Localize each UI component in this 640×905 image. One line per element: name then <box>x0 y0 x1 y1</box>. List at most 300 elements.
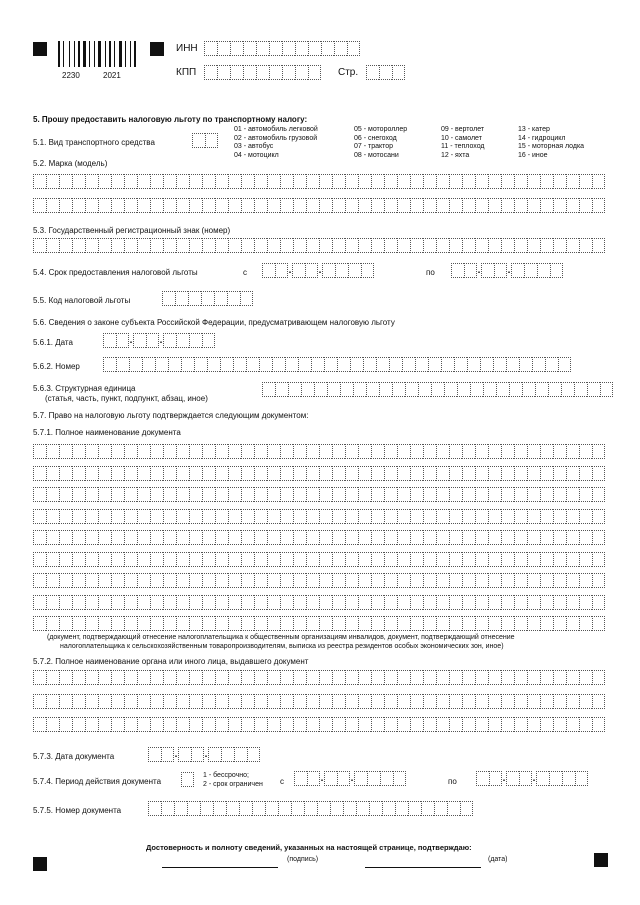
input-cell[interactable] <box>129 357 142 372</box>
input-cell[interactable] <box>423 238 436 253</box>
input-cell[interactable] <box>293 466 306 481</box>
input-cell[interactable] <box>228 717 241 732</box>
input-cell[interactable] <box>226 801 239 816</box>
input-cell[interactable] <box>488 530 501 545</box>
input-cell[interactable] <box>436 487 449 502</box>
input-cell[interactable] <box>431 382 444 397</box>
input-cell[interactable] <box>319 466 332 481</box>
input-cell[interactable] <box>397 694 410 709</box>
input-cell[interactable] <box>189 333 202 348</box>
input-cell[interactable] <box>408 801 421 816</box>
input-cell[interactable] <box>345 487 358 502</box>
input-cell[interactable] <box>592 573 605 588</box>
input-cell[interactable] <box>85 487 98 502</box>
input-cell[interactable] <box>163 530 176 545</box>
input-cell[interactable] <box>85 573 98 588</box>
input-cell[interactable] <box>384 694 397 709</box>
input-cell[interactable] <box>493 357 506 372</box>
input-cell[interactable] <box>506 771 519 786</box>
input-cell[interactable] <box>488 509 501 524</box>
input-cell[interactable] <box>280 509 293 524</box>
input-cell[interactable] <box>103 357 116 372</box>
input-cell[interactable] <box>566 238 579 253</box>
input-cell[interactable] <box>371 238 384 253</box>
input-cell[interactable] <box>176 552 189 567</box>
input-cell[interactable] <box>163 487 176 502</box>
input-cell[interactable] <box>475 530 488 545</box>
input-cell[interactable] <box>356 801 369 816</box>
input-cell[interactable] <box>207 357 220 372</box>
input-cell[interactable] <box>72 487 85 502</box>
input-cell[interactable] <box>345 444 358 459</box>
input-cell[interactable] <box>241 174 254 189</box>
input-cell[interactable] <box>332 717 345 732</box>
input-cell[interactable] <box>33 573 46 588</box>
input-cell[interactable] <box>566 670 579 685</box>
input-cell[interactable] <box>202 552 215 567</box>
input-cell[interactable] <box>124 694 137 709</box>
input-cell[interactable] <box>488 552 501 567</box>
input-cell[interactable] <box>111 530 124 545</box>
input-cell[interactable] <box>566 694 579 709</box>
input-cell[interactable] <box>280 487 293 502</box>
input-cell[interactable] <box>371 487 384 502</box>
input-cell[interactable] <box>306 487 319 502</box>
input-cell[interactable] <box>189 238 202 253</box>
input-cell[interactable] <box>410 573 423 588</box>
input-cell[interactable] <box>137 238 150 253</box>
input-cell[interactable] <box>449 530 462 545</box>
input-cell[interactable] <box>124 717 137 732</box>
input-cell[interactable] <box>519 357 532 372</box>
input-cell[interactable] <box>475 670 488 685</box>
input-cell[interactable] <box>59 198 72 213</box>
input-cell[interactable] <box>202 573 215 588</box>
input-cell[interactable] <box>228 573 241 588</box>
input-cell[interactable] <box>384 487 397 502</box>
input-cell[interactable] <box>579 174 592 189</box>
input-cell[interactable] <box>150 717 163 732</box>
input-cell[interactable] <box>524 263 537 278</box>
input-cell[interactable] <box>332 466 345 481</box>
input-cell[interactable] <box>124 487 137 502</box>
input-cell[interactable] <box>278 801 291 816</box>
input-cell[interactable] <box>98 509 111 524</box>
input-cell[interactable] <box>241 670 254 685</box>
input-cell[interactable] <box>111 595 124 610</box>
input-cell[interactable] <box>366 65 379 80</box>
input-cell[interactable] <box>124 573 137 588</box>
input-cell[interactable] <box>72 466 85 481</box>
input-cell[interactable] <box>392 65 405 80</box>
input-cell[interactable] <box>449 174 462 189</box>
input-cell[interactable] <box>371 466 384 481</box>
input-cell[interactable] <box>549 771 562 786</box>
input-cell[interactable] <box>423 466 436 481</box>
input-cell[interactable] <box>462 530 475 545</box>
input-cell[interactable] <box>562 771 575 786</box>
input-cell[interactable] <box>254 466 267 481</box>
input-cell[interactable] <box>397 595 410 610</box>
input-cell[interactable] <box>228 466 241 481</box>
input-cell[interactable] <box>72 694 85 709</box>
input-cell[interactable] <box>46 174 59 189</box>
input-cell[interactable] <box>189 670 202 685</box>
date-part[interactable] <box>506 771 532 786</box>
input-cell[interactable] <box>540 573 553 588</box>
input-cell[interactable] <box>397 174 410 189</box>
input-cell[interactable] <box>579 573 592 588</box>
input-cell[interactable] <box>506 357 519 372</box>
input-cell[interactable] <box>269 41 282 56</box>
input-cell[interactable] <box>553 616 566 631</box>
input-cell[interactable] <box>163 573 176 588</box>
input-cell[interactable] <box>366 382 379 397</box>
input-cell[interactable] <box>85 552 98 567</box>
input-cell[interactable] <box>46 670 59 685</box>
input-cell[interactable] <box>163 174 176 189</box>
input-cell[interactable] <box>124 238 137 253</box>
input-cell[interactable] <box>322 263 335 278</box>
input-cell[interactable] <box>254 694 267 709</box>
input-cell[interactable] <box>358 717 371 732</box>
input-cell[interactable] <box>168 357 181 372</box>
input-cell[interactable] <box>208 747 221 762</box>
input-cell[interactable] <box>241 444 254 459</box>
input-cell[interactable] <box>150 552 163 567</box>
input-cell[interactable] <box>267 670 280 685</box>
input-cell[interactable] <box>85 174 98 189</box>
input-cell[interactable] <box>111 509 124 524</box>
input-cell[interactable] <box>475 573 488 588</box>
input-cell[interactable] <box>178 747 191 762</box>
input-cell[interactable] <box>202 238 215 253</box>
input-cell[interactable] <box>600 382 613 397</box>
input-cell[interactable] <box>332 487 345 502</box>
input-cell[interactable] <box>371 552 384 567</box>
input-cell[interactable] <box>514 616 527 631</box>
input-cell[interactable] <box>202 487 215 502</box>
input-cell[interactable] <box>332 174 345 189</box>
input-cell[interactable] <box>527 509 540 524</box>
input-cell[interactable] <box>321 41 334 56</box>
input-cell[interactable] <box>72 595 85 610</box>
input-cell[interactable] <box>59 487 72 502</box>
input-cell[interactable] <box>280 466 293 481</box>
input-cell[interactable] <box>292 263 305 278</box>
input-cell[interactable] <box>423 509 436 524</box>
input-cell[interactable] <box>451 263 464 278</box>
input-cell[interactable] <box>137 717 150 732</box>
input-cell[interactable] <box>215 670 228 685</box>
input-cell[interactable] <box>358 694 371 709</box>
input-cell[interactable] <box>371 616 384 631</box>
input-cell[interactable] <box>423 694 436 709</box>
period-from-date[interactable] <box>262 263 374 278</box>
input-cell[interactable] <box>527 717 540 732</box>
input-cell[interactable] <box>280 573 293 588</box>
input-cell[interactable] <box>72 530 85 545</box>
input-cell[interactable] <box>319 444 332 459</box>
input-cell[interactable] <box>59 694 72 709</box>
input-cell[interactable] <box>176 174 189 189</box>
input-cell[interactable] <box>540 552 553 567</box>
input-cell[interactable] <box>280 616 293 631</box>
input-cell[interactable] <box>345 466 358 481</box>
input-cell[interactable] <box>306 238 319 253</box>
input-cell[interactable] <box>449 573 462 588</box>
input-cell[interactable] <box>324 357 337 372</box>
input-cell[interactable] <box>241 466 254 481</box>
input-cell[interactable] <box>480 357 493 372</box>
input-cell[interactable] <box>592 174 605 189</box>
input-cell[interactable] <box>397 238 410 253</box>
brand-row-1[interactable] <box>33 174 605 189</box>
input-cell[interactable] <box>347 41 360 56</box>
input-cell[interactable] <box>280 174 293 189</box>
input-cell[interactable] <box>163 616 176 631</box>
input-cell[interactable] <box>379 382 392 397</box>
input-cell[interactable] <box>371 670 384 685</box>
input-cell[interactable] <box>345 552 358 567</box>
input-cell[interactable] <box>397 717 410 732</box>
input-cell[interactable] <box>579 616 592 631</box>
input-cell[interactable] <box>553 717 566 732</box>
input-cell[interactable] <box>176 694 189 709</box>
input-cell[interactable] <box>46 530 59 545</box>
input-cell[interactable] <box>449 509 462 524</box>
input-cell[interactable] <box>295 41 308 56</box>
doc-name-row[interactable] <box>33 466 605 481</box>
input-cell[interactable] <box>228 694 241 709</box>
input-cell[interactable] <box>579 530 592 545</box>
input-cell[interactable] <box>501 595 514 610</box>
input-cell[interactable] <box>59 573 72 588</box>
input-cell[interactable] <box>124 616 137 631</box>
input-cell[interactable] <box>449 238 462 253</box>
inn-field[interactable] <box>204 41 360 56</box>
input-cell[interactable] <box>410 487 423 502</box>
input-cell[interactable] <box>33 694 46 709</box>
input-cell[interactable] <box>215 717 228 732</box>
input-cell[interactable] <box>241 530 254 545</box>
input-cell[interactable] <box>436 509 449 524</box>
input-cell[interactable] <box>395 801 408 816</box>
input-cell[interactable] <box>163 717 176 732</box>
input-cell[interactable] <box>233 357 246 372</box>
input-cell[interactable] <box>397 198 410 213</box>
input-cell[interactable] <box>163 595 176 610</box>
input-cell[interactable] <box>566 552 579 567</box>
reg-sign-field[interactable] <box>33 238 605 253</box>
input-cell[interactable] <box>509 382 522 397</box>
input-cell[interactable] <box>475 717 488 732</box>
input-cell[interactable] <box>334 41 347 56</box>
input-cell[interactable] <box>176 487 189 502</box>
input-cell[interactable] <box>46 552 59 567</box>
input-cell[interactable] <box>33 174 46 189</box>
input-cell[interactable] <box>298 357 311 372</box>
input-cell[interactable] <box>175 291 188 306</box>
input-cell[interactable] <box>579 444 592 459</box>
input-cell[interactable] <box>592 670 605 685</box>
input-cell[interactable] <box>423 444 436 459</box>
input-cell[interactable] <box>267 552 280 567</box>
input-cell[interactable] <box>33 552 46 567</box>
input-cell[interactable] <box>46 238 59 253</box>
input-cell[interactable] <box>215 466 228 481</box>
input-cell[interactable] <box>116 357 129 372</box>
input-cell[interactable] <box>449 694 462 709</box>
input-cell[interactable] <box>332 552 345 567</box>
input-cell[interactable] <box>527 552 540 567</box>
input-cell[interactable] <box>540 717 553 732</box>
input-cell[interactable] <box>72 616 85 631</box>
input-cell[interactable] <box>202 530 215 545</box>
input-cell[interactable] <box>202 595 215 610</box>
input-cell[interactable] <box>436 717 449 732</box>
input-cell[interactable] <box>410 530 423 545</box>
input-cell[interactable] <box>98 595 111 610</box>
input-cell[interactable] <box>163 552 176 567</box>
input-cell[interactable] <box>345 595 358 610</box>
input-cell[interactable] <box>124 530 137 545</box>
input-cell[interactable] <box>566 530 579 545</box>
input-cell[interactable] <box>124 466 137 481</box>
input-cell[interactable] <box>319 530 332 545</box>
input-cell[interactable] <box>59 174 72 189</box>
input-cell[interactable] <box>579 595 592 610</box>
input-cell[interactable] <box>462 487 475 502</box>
input-cell[interactable] <box>72 573 85 588</box>
input-cell[interactable] <box>384 616 397 631</box>
input-cell[interactable] <box>475 198 488 213</box>
input-cell[interactable] <box>137 444 150 459</box>
input-cell[interactable] <box>202 694 215 709</box>
input-cell[interactable] <box>553 595 566 610</box>
date-part[interactable] <box>103 333 129 348</box>
input-cell[interactable] <box>150 238 163 253</box>
input-cell[interactable] <box>345 509 358 524</box>
input-cell[interactable] <box>215 444 228 459</box>
input-cell[interactable] <box>488 487 501 502</box>
input-cell[interactable] <box>215 552 228 567</box>
input-cell[interactable] <box>397 509 410 524</box>
input-cell[interactable] <box>221 747 234 762</box>
input-cell[interactable] <box>267 198 280 213</box>
input-cell[interactable] <box>332 530 345 545</box>
date-part[interactable] <box>208 747 260 762</box>
input-cell[interactable] <box>423 717 436 732</box>
input-cell[interactable] <box>384 444 397 459</box>
input-cell[interactable] <box>332 573 345 588</box>
input-cell[interactable] <box>332 198 345 213</box>
input-cell[interactable] <box>476 771 489 786</box>
input-cell[interactable] <box>527 595 540 610</box>
input-cell[interactable] <box>337 771 350 786</box>
input-cell[interactable] <box>191 747 204 762</box>
input-cell[interactable] <box>228 174 241 189</box>
input-cell[interactable] <box>234 747 247 762</box>
input-cell[interactable] <box>553 238 566 253</box>
input-cell[interactable] <box>285 357 298 372</box>
input-cell[interactable] <box>267 174 280 189</box>
input-cell[interactable] <box>319 595 332 610</box>
input-cell[interactable] <box>540 174 553 189</box>
input-cell[interactable] <box>150 444 163 459</box>
input-cell[interactable] <box>384 530 397 545</box>
input-cell[interactable] <box>462 595 475 610</box>
input-cell[interactable] <box>267 487 280 502</box>
input-cell[interactable] <box>111 174 124 189</box>
input-cell[interactable] <box>282 41 295 56</box>
input-cell[interactable] <box>174 801 187 816</box>
input-cell[interactable] <box>436 444 449 459</box>
input-cell[interactable] <box>353 382 366 397</box>
input-cell[interactable] <box>111 444 124 459</box>
input-cell[interactable] <box>527 174 540 189</box>
input-cell[interactable] <box>410 670 423 685</box>
input-cell[interactable] <box>293 509 306 524</box>
kpp-field[interactable] <box>204 65 321 80</box>
input-cell[interactable] <box>254 717 267 732</box>
input-cell[interactable] <box>332 238 345 253</box>
input-cell[interactable] <box>389 357 402 372</box>
input-cell[interactable] <box>98 466 111 481</box>
input-cell[interactable] <box>189 595 202 610</box>
input-cell[interactable] <box>269 65 282 80</box>
input-cell[interactable] <box>247 747 260 762</box>
input-cell[interactable] <box>33 595 46 610</box>
input-cell[interactable] <box>566 174 579 189</box>
input-cell[interactable] <box>308 65 321 80</box>
input-cell[interactable] <box>475 487 488 502</box>
input-cell[interactable] <box>150 509 163 524</box>
input-cell[interactable] <box>189 616 202 631</box>
input-cell[interactable] <box>294 771 307 786</box>
input-cell[interactable] <box>384 174 397 189</box>
doc-number-field[interactable] <box>148 801 473 816</box>
input-cell[interactable] <box>148 801 161 816</box>
input-cell[interactable] <box>293 573 306 588</box>
input-cell[interactable] <box>410 466 423 481</box>
input-cell[interactable] <box>457 382 470 397</box>
input-cell[interactable] <box>553 670 566 685</box>
input-cell[interactable] <box>423 174 436 189</box>
input-cell[interactable] <box>514 694 527 709</box>
input-cell[interactable] <box>449 717 462 732</box>
input-cell[interactable] <box>293 530 306 545</box>
input-cell[interactable] <box>371 595 384 610</box>
input-cell[interactable] <box>72 198 85 213</box>
input-cell[interactable] <box>488 238 501 253</box>
input-cell[interactable] <box>488 616 501 631</box>
input-cell[interactable] <box>189 694 202 709</box>
input-cell[interactable] <box>462 198 475 213</box>
input-cell[interactable] <box>553 552 566 567</box>
input-cell[interactable] <box>514 552 527 567</box>
input-cell[interactable] <box>393 771 406 786</box>
input-cell[interactable] <box>307 771 320 786</box>
input-cell[interactable] <box>410 444 423 459</box>
input-cell[interactable] <box>592 530 605 545</box>
input-cell[interactable] <box>201 291 214 306</box>
input-cell[interactable] <box>98 552 111 567</box>
input-cell[interactable] <box>579 552 592 567</box>
input-cell[interactable] <box>202 670 215 685</box>
input-cell[interactable] <box>72 238 85 253</box>
input-cell[interactable] <box>306 616 319 631</box>
